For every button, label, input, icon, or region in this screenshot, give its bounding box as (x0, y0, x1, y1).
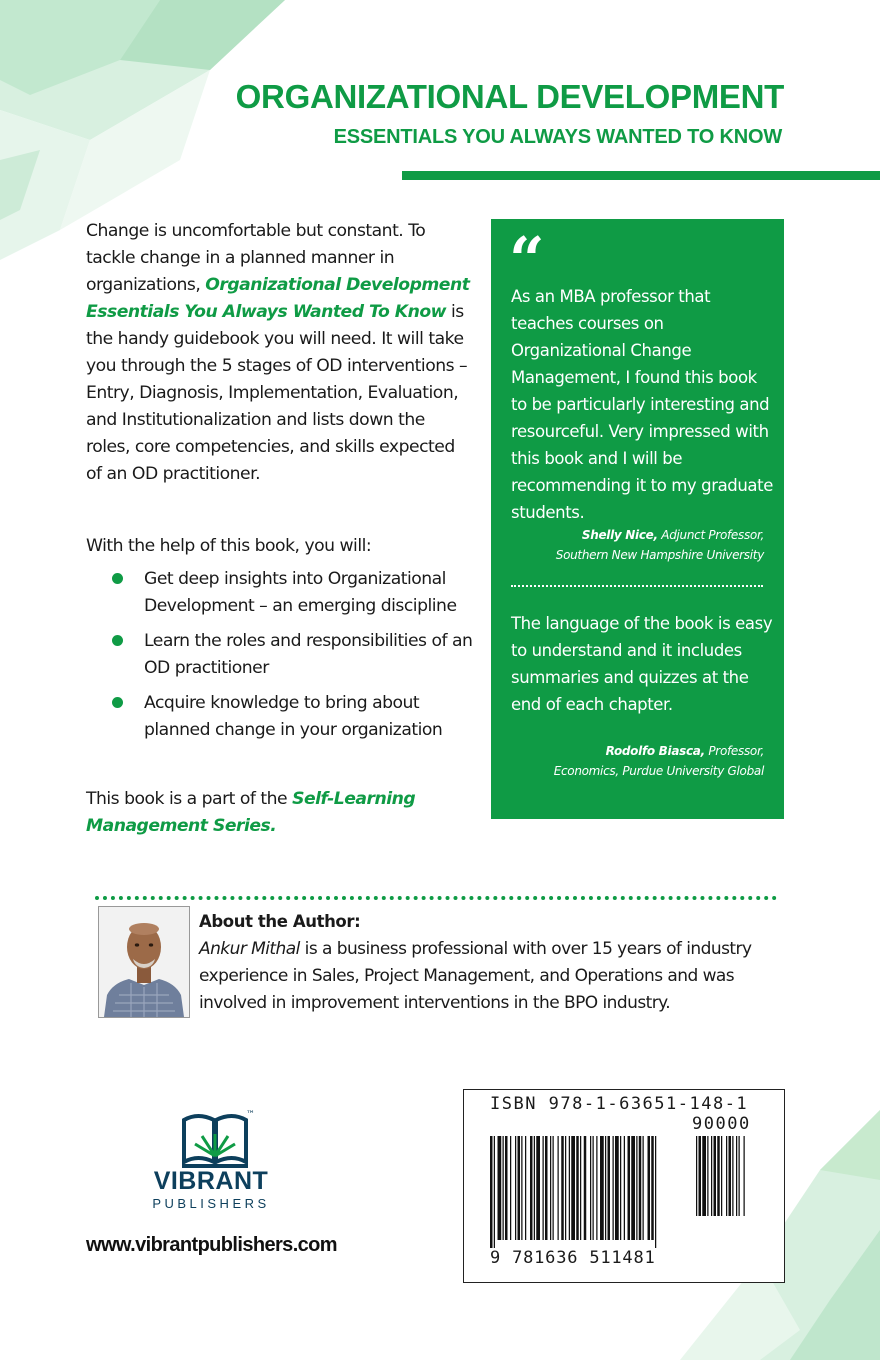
list-item-text: Learn the roles and responsibilities of an OD practitioner (144, 631, 473, 678)
addon-barcode-bar (736, 1136, 737, 1216)
testimonial-name-1: Shelly Nice, (581, 528, 658, 542)
barcode-bar (494, 1136, 495, 1248)
barcode-bar (490, 1136, 493, 1248)
barcode-bar (590, 1136, 591, 1240)
addon-barcode-bar (739, 1136, 740, 1216)
barcode-bar (651, 1136, 654, 1240)
author-name: Ankur Mithal (199, 939, 300, 959)
barcode-bar (636, 1136, 637, 1240)
addon-barcode-bar (721, 1136, 722, 1216)
barcode-bar (510, 1136, 511, 1240)
addon-digits: 90000 (692, 1114, 751, 1134)
barcode-bar (530, 1136, 533, 1240)
testimonial-divider (511, 585, 763, 587)
barcode-bar (561, 1136, 564, 1240)
barcode-bar (536, 1136, 540, 1240)
barcode-bar (596, 1136, 597, 1240)
book-subtitle: ESSENTIALS YOU ALWAYS WANTED TO KNOW (333, 126, 782, 148)
addon-barcode-bar (702, 1136, 706, 1216)
testimonial-role-2: Professor, (708, 744, 764, 758)
barcode-bar (628, 1136, 631, 1240)
barcode-bar (571, 1136, 575, 1240)
testimonial-name-2: Rodolfo Biasca, (605, 744, 705, 758)
bullet-dot-icon (112, 635, 123, 646)
book-title: ORGANIZATIONAL DEVELOPMENT (235, 78, 784, 115)
list-item (110, 628, 480, 682)
testimonial-org-1: Southern New Hampshire University (555, 548, 764, 562)
barcode-bar (580, 1136, 581, 1240)
open-book-logo-icon (180, 1112, 250, 1170)
bullet-dot-icon (112, 697, 123, 708)
barcode-bar (584, 1136, 587, 1240)
addon-barcode-bar (729, 1136, 732, 1216)
barcode-bar (615, 1136, 619, 1240)
testimonial-text-2: The language of the book is easy to understand and it includes summaries and quizzes at the end of each chapter. (511, 614, 773, 714)
author-heading: About the Author: (199, 912, 361, 931)
barcode-bar (565, 1136, 566, 1240)
barcode-bar (608, 1136, 611, 1240)
intro-text-2: is the handy guidebook you will need. It will take you through the 5 stages of OD interventions – Entry, Diagnosis, Implementation, Evaluation, and Institutionalization and lists down the roles, core competencies, and skills expected of an OD practitioner. (86, 302, 468, 484)
list-item (110, 690, 480, 744)
barcode-bar (558, 1136, 559, 1240)
author-photo (98, 906, 190, 1018)
addon-barcode-bar (744, 1136, 745, 1216)
barcode-bar (624, 1136, 625, 1240)
list-item-text: Acquire knowledge to bring about planned change in your organization (144, 693, 443, 740)
bullet-dot-icon (112, 573, 123, 584)
trademark-symbol: ™ (246, 1110, 255, 1120)
quote-mark-icon: “ (509, 223, 545, 296)
barcode-bar (521, 1136, 522, 1240)
barcode-bar (543, 1136, 544, 1240)
addon-barcode-bar (707, 1136, 708, 1216)
testimonial-role-1: Adjunct Professor, (661, 528, 764, 542)
barcode-bar (643, 1136, 644, 1240)
barcode-bar (613, 1136, 614, 1240)
addon-barcode-bar (696, 1136, 697, 1216)
barcode-bar (553, 1136, 554, 1240)
barcode-box (463, 1089, 785, 1283)
barcode-bar (515, 1136, 516, 1240)
publisher-subname: PUBLISHERS (152, 1196, 270, 1211)
barcode-bar (525, 1136, 526, 1240)
benefit-list (110, 566, 480, 752)
author-bio-text: is a business professional with over 15 years of industry experience in Sales, Project Management, and Operations and was involved in improvement interventions in the BPO industry. (199, 939, 752, 1013)
addon-barcode-bar (714, 1136, 717, 1216)
author-section-divider (95, 896, 777, 900)
addon-barcode-bar (699, 1136, 702, 1216)
series-note (86, 786, 466, 840)
barcode-bar (639, 1136, 642, 1240)
barcode-bar (593, 1136, 594, 1240)
barcode-bar (534, 1136, 535, 1240)
barcode-bar (655, 1136, 656, 1248)
barcode-bar (569, 1136, 570, 1240)
isbn-text: ISBN 978-1-63651-148-1 (490, 1094, 749, 1114)
barcode-bar (545, 1136, 548, 1240)
testimonials-box (491, 219, 784, 819)
barcode-bar (620, 1136, 621, 1240)
barcode-bar (550, 1136, 551, 1240)
barcode-bar (600, 1136, 604, 1240)
addon-barcode-bar (732, 1136, 733, 1216)
testimonial-attribution-2 (554, 741, 764, 781)
barcode-bar (576, 1136, 579, 1240)
barcode-bar (505, 1136, 508, 1240)
barcode-bar (498, 1136, 502, 1240)
barcode-bar (518, 1136, 521, 1240)
intro-book-name: Organizational Development Essentials You Always Wanted To Know (86, 275, 470, 322)
addon-barcode-bar (717, 1136, 720, 1216)
author-bio (199, 936, 789, 1017)
ean-digits: 9 781636 511481 (490, 1248, 656, 1268)
barcode-bars (490, 1136, 760, 1248)
addon-barcode-bar (711, 1136, 712, 1216)
testimonial-org-2: Economics, Purdue University Global (553, 764, 764, 778)
title-underline-bar (402, 171, 880, 180)
list-item-text: Get deep insights into Organizational Development – an emerging discipline (144, 569, 457, 616)
intro-paragraph (86, 218, 470, 488)
addon-barcode-bar (726, 1136, 727, 1216)
list-item (110, 566, 480, 620)
series-name: Self-Learning Management Series. (86, 789, 416, 836)
barcode-bar (503, 1136, 504, 1240)
publisher-name: VIBRANT (153, 1167, 269, 1195)
barcode-bar (648, 1136, 651, 1240)
publisher-website: www.vibrantpublishers.com (86, 1234, 337, 1256)
help-heading: With the help of this book, you will: (86, 536, 372, 556)
testimonial-text-1: As an MBA professor that teaches courses on Organizational Change Management, I found this book to be particularly interesting and resourceful. Very impressed with this book and I will be recommending it to my graduate students. (511, 287, 773, 522)
series-prefix: This book is a part of the (86, 789, 288, 809)
barcode-bar (605, 1136, 606, 1240)
testimonial-attribution-1 (556, 525, 764, 565)
barcode-bar (631, 1136, 635, 1240)
intro-text-1: Change is uncomfortable but constant. To tackle change in a planned manner in organizations, (86, 221, 426, 295)
